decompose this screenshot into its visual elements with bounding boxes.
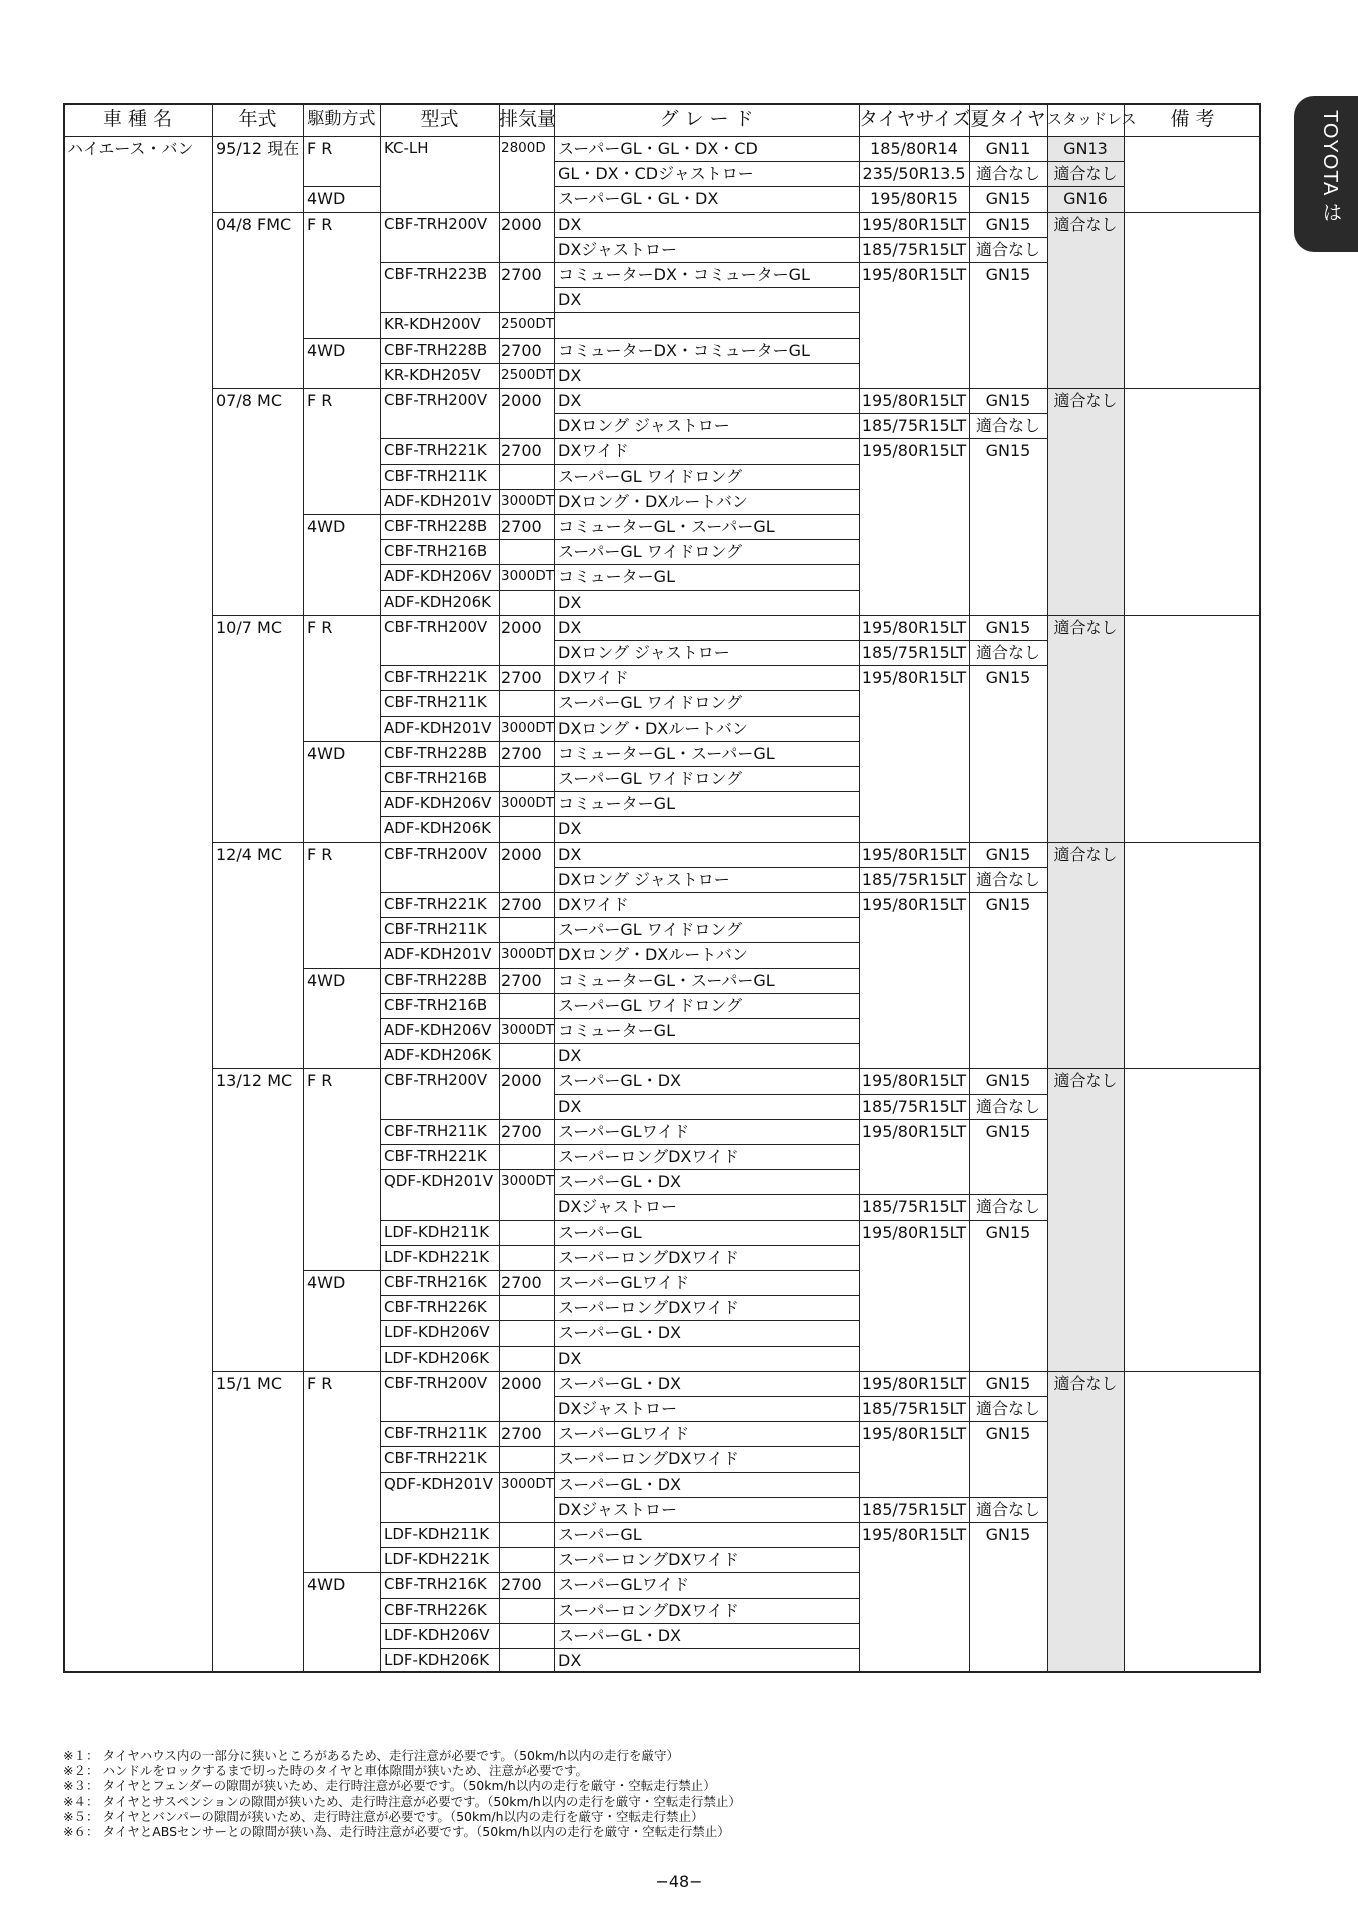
model-code: CBF-TRH216B [384, 995, 488, 1014]
grade: DX [558, 1096, 582, 1116]
model-year: 95/12 現在 [216, 139, 300, 158]
model-code: CBF-TRH221K [384, 1147, 487, 1165]
model-code: KC-LH [384, 139, 429, 157]
drive-type: 4WD [307, 1575, 346, 1595]
studless-tire: 適合なし [1053, 1373, 1118, 1393]
model-code: CBF-TRH226K [384, 1298, 487, 1317]
grade: DX [558, 214, 582, 234]
studless-tire: 適合なし [1053, 164, 1118, 184]
model-code: CBF-TRH216B [384, 769, 488, 787]
grade: DXジャストロー [558, 1197, 677, 1217]
tire-size: 185/75R15LT [861, 416, 967, 436]
model-code: CBF-TRH221K [384, 668, 487, 687]
grade: スーパーGL ワイドロング [558, 769, 742, 788]
grade: スーパーGLワイド [558, 1273, 690, 1292]
displacement: 2700 [501, 895, 542, 914]
tire-size: 195/80R15LT [861, 1525, 967, 1544]
grade: スーパーGL ワイドロング [558, 542, 742, 562]
model-code: LDF-KDH206V [384, 1323, 490, 1342]
tire-size: 195/80R15LT [861, 1424, 967, 1444]
tire-size: 185/75R15LT [861, 1197, 967, 1217]
summer-tire: GN15 [985, 617, 1031, 637]
displacement: 2700 [501, 1424, 542, 1444]
model-code: KR-KDH205V [384, 365, 481, 384]
model-code: CBF-TRH223B [384, 265, 488, 283]
model-code: LDF-KDH206K [384, 1348, 490, 1367]
tire-size: 195/80R15LT [861, 617, 967, 637]
grade: DXワイド [558, 895, 629, 914]
header-displacement: 排気量 [499, 108, 557, 130]
grade: スーパーGL・DX [558, 1071, 681, 1091]
grade: スーパーロングDXワイド [558, 1298, 739, 1318]
grade: コミューターGL [558, 794, 675, 814]
grade: スーパーGL・DX [558, 1323, 681, 1343]
summer-tire: 適合なし [975, 416, 1040, 436]
tire-size: 195/80R15LT [861, 895, 967, 914]
model-code: CBF-TRH221K [384, 895, 487, 913]
footnotes [63, 1748, 1263, 1839]
displacement: 2500DT [501, 366, 554, 383]
grade: DXロング・DXルートバン [558, 718, 748, 738]
model-code: CBF-TRH200V [384, 844, 488, 863]
model-code: KR-KDH200V [384, 315, 481, 334]
summer-tire: GN15 [985, 391, 1031, 410]
model-code: ADF-KDH206V [384, 1021, 492, 1039]
grade: DX [558, 819, 582, 839]
displacement: 2700 [501, 668, 542, 688]
summer-tire: 適合なし [975, 869, 1040, 889]
tire-size: 195/80R15LT [861, 1121, 967, 1141]
footnote-5: ※５： タイヤとバンパーの隙間が狭いため、走行時注意が必要です。（50km/h以内の走行を厳守・空転走行禁止） [63, 1808, 704, 1824]
studless-tire: GN13 [1063, 139, 1108, 158]
model-code: CBF-TRH200V [384, 617, 488, 636]
drive-type: F R [307, 214, 333, 234]
model-year: 04/8 FMC [216, 214, 292, 234]
table-frame [63, 103, 1261, 1673]
drive-type: 4WD [307, 743, 346, 763]
header-summer-tire: 夏タイヤ [970, 108, 1046, 130]
model-code: CBF-TRH221K [384, 1449, 487, 1468]
grade: コミューターGL [558, 1021, 675, 1040]
grade: DXロング・DXルートバン [558, 491, 748, 511]
grade: スーパーGL・DX [558, 1373, 681, 1393]
tire-size: 185/75R15LT [861, 869, 967, 889]
grade: DX [558, 617, 582, 637]
model-code: CBF-TRH211K [384, 1424, 487, 1443]
model-code: CBF-TRH211K [384, 920, 487, 939]
model-code: CBF-TRH211K [384, 466, 487, 485]
displacement: 2000 [501, 617, 542, 637]
model-code: CBF-TRH221K [384, 441, 487, 460]
model-year: 12/4 MC [216, 844, 282, 864]
summer-tire: GN15 [985, 214, 1031, 234]
model-code: LDF-KDH221K [384, 1550, 490, 1569]
drive-type: F R [307, 139, 333, 158]
header-studless: スタッドレス [1047, 110, 1137, 128]
model-code: CBF-TRH200V [384, 1373, 488, 1392]
model-code: CBF-TRH216K [384, 1273, 487, 1291]
displacement: 3000DT [501, 795, 554, 812]
summer-tire: 適合なし [975, 1499, 1040, 1519]
grade: DX [558, 290, 582, 310]
displacement: 2000 [501, 1071, 542, 1091]
displacement: 3000DT [501, 1022, 554, 1038]
displacement: 3000DT [501, 946, 554, 963]
model-code: LDF-KDH221K [384, 1247, 490, 1266]
tire-size: 185/75R15LT [861, 643, 967, 662]
grade: DX [558, 1348, 582, 1368]
grade: DX [558, 592, 582, 612]
grade: DXロング・DXルートバン [558, 945, 748, 965]
displacement: 3000DT [501, 1173, 554, 1190]
model-code: CBF-TRH211K [384, 1121, 487, 1140]
displacement: 2700 [501, 265, 542, 284]
drive-type: F R [307, 844, 333, 864]
summer-tire: 適合なし [975, 1197, 1040, 1217]
drive-type: 4WD [307, 517, 346, 536]
model-year: 15/1 MC [216, 1373, 282, 1393]
header-vehicle: 車 種 名 [102, 108, 173, 130]
drive-type: 4WD [307, 1273, 346, 1292]
model-code: LDF-KDH211K [384, 1525, 490, 1543]
grade: DXロング ジャストロー [558, 416, 730, 436]
model-code: CBF-TRH228B [384, 517, 488, 535]
summer-tire: GN15 [985, 265, 1031, 284]
footnote-3: ※３： タイヤとフェンダーの隙間が狭いため、走行時注意が必要です。（50km/h以内の走行を厳守・空転走行禁止） [63, 1778, 716, 1794]
tire-size: 195/80R15LT [861, 214, 967, 234]
model-code: QDF-KDH201V [384, 1172, 493, 1191]
tire-size: 185/75R15LT [861, 1399, 967, 1418]
grade: DX [558, 1046, 582, 1066]
grade: DXロング ジャストロー [558, 869, 730, 889]
studless-tire: 適合なし [1053, 844, 1118, 864]
tire-size: 195/80R15LT [861, 441, 967, 461]
footnote-2: ※２： ハンドルをロックするまで切った時のタイヤと車体隙間が狭いため、注意が必要です。 [63, 1763, 588, 1779]
displacement: 2700 [501, 1273, 542, 1292]
summer-tire: GN15 [985, 1222, 1031, 1242]
maker-index-tab [1294, 96, 1358, 252]
model-code: CBF-TRH200V [384, 1071, 488, 1090]
grade: DX [558, 1651, 582, 1670]
model-code: LDF-KDH206K [384, 1651, 490, 1669]
summer-tire: GN15 [985, 1071, 1031, 1091]
model-code: CBF-TRH216B [384, 542, 488, 561]
summer-tire: GN15 [985, 1424, 1031, 1444]
model-code: ADF-KDH206V [384, 567, 492, 586]
summer-tire: GN15 [985, 1525, 1031, 1544]
footnote-4: ※４： タイヤとサスペンションの隙間が狭いため、走行時注意が必要です。（50km/h以内の走行を厳守・空転走行禁止） [63, 1793, 741, 1809]
grade: DX [558, 844, 582, 864]
grade: DXロング ジャストロー [558, 643, 730, 662]
tire-size: 195/80R15LT [861, 265, 967, 284]
summer-tire: GN15 [985, 441, 1031, 461]
model-code: ADF-KDH201V [384, 491, 492, 510]
displacement: 3000DT [501, 568, 554, 585]
model-code: CBF-TRH216K [384, 1575, 487, 1594]
header-tire-size: タイヤサイズ [859, 108, 972, 130]
displacement: 2700 [501, 517, 542, 536]
summer-tire: GN15 [985, 668, 1031, 688]
studless-tire: 適合なし [1053, 214, 1118, 234]
grade: DXジャストロー [558, 239, 677, 259]
model-code: ADF-KDH206K [384, 1046, 491, 1065]
summer-tire: 適合なし [975, 1096, 1040, 1116]
tire-size: 195/80R15LT [861, 391, 967, 410]
model-code: ADF-KDH206V [384, 794, 492, 813]
grade: DXジャストロー [558, 1399, 677, 1418]
displacement: 2000 [501, 1373, 542, 1393]
grade: コミューターDX・コミューターGL [558, 265, 810, 284]
vehicle-name: ハイエース・バン [67, 139, 194, 158]
model-code: CBF-TRH200V [384, 391, 488, 409]
grade: コミューターGL・スーパーGL [558, 517, 775, 536]
drive-type: F R [307, 1071, 333, 1091]
displacement: 2000 [501, 844, 542, 864]
displacement: 2500DT [501, 316, 554, 333]
grade: DXワイド [558, 668, 629, 688]
summer-tire: 適合なし [975, 239, 1040, 259]
model-code: ADF-KDH206K [384, 592, 491, 611]
page-number: −48− [655, 1872, 703, 1891]
grade: スーパーGLワイド [558, 1575, 690, 1595]
displacement: 3000DT [501, 719, 554, 736]
grade: スーパーGL [558, 1222, 642, 1242]
header-grade: グ レ ー ド [659, 108, 754, 130]
grade: DXワイド [558, 441, 629, 461]
displacement: 2000 [501, 391, 542, 410]
tire-size: 195/80R15LT [861, 844, 967, 864]
displacement: 3000DT [501, 492, 554, 509]
drive-type: 4WD [307, 970, 346, 990]
summer-tire: 適合なし [975, 643, 1040, 662]
displacement: 2700 [501, 743, 542, 763]
grade: スーパーGL ワイドロング [558, 920, 742, 940]
grade: スーパーロングDXワイド [558, 1147, 739, 1166]
summer-tire: GN15 [985, 895, 1031, 914]
grade: スーパーGL・GL・DX・CD [558, 139, 758, 158]
grade: スーパーGLワイド [558, 1121, 690, 1141]
footnote-1: ※１： タイヤハウス内の一部分に狭いところがあるため、走行注意が必要です。（50km/h以内の走行を厳守） [63, 1748, 680, 1763]
displacement: 2700 [501, 340, 542, 360]
grade: コミューターDX・コミューターGL [558, 340, 810, 360]
grade: コミューターGL [558, 567, 675, 587]
displacement: 2700 [501, 1575, 542, 1595]
grade: スーパーロングDXワイド [558, 1600, 739, 1620]
drive-type: 4WD [307, 340, 346, 360]
studless-tire: GN16 [1063, 189, 1108, 209]
drive-type: F R [307, 391, 333, 410]
summer-tire: GN15 [985, 1121, 1031, 1141]
displacement: 2700 [501, 970, 542, 990]
grade: DXジャストロー [558, 1499, 677, 1519]
displacement: 2700 [501, 1121, 542, 1141]
grade: DX [558, 391, 582, 410]
header-drive: 駆動方式 [307, 109, 376, 129]
grade: スーパーGL ワイドロング [558, 466, 742, 486]
displacement: 2800D [501, 140, 546, 156]
grade: DX [558, 365, 582, 385]
grade: コミューターGL・スーパーGL [558, 743, 775, 763]
tire-size: 195/80R15LT [861, 1071, 967, 1091]
model-code: QDF-KDH201V [384, 1474, 493, 1493]
model-code: CBF-TRH228B [384, 340, 488, 359]
model-year: 10/7 MC [216, 617, 282, 637]
drive-type: F R [307, 617, 333, 637]
footnote-6: ※６： タイヤとABSセンサーとの隙間が狭い為、走行時注意が必要です。（50km/h以内の走行を厳守・空転走行禁止） [63, 1824, 730, 1840]
tire-size: 235/50R13.5 [862, 164, 966, 184]
model-year: 13/12 MC [216, 1071, 293, 1091]
displacement: 2000 [501, 214, 542, 234]
grade: スーパーGL・DX [558, 1172, 681, 1192]
tire-size: 185/75R15LT [861, 1096, 967, 1116]
header-model-code: 型式 [420, 108, 459, 130]
model-code: CBF-TRH211K [384, 693, 487, 712]
grade: スーパーロングDXワイド [558, 1247, 739, 1267]
header-remarks: 備 考 [1170, 108, 1215, 130]
tire-size: 195/80R15 [870, 189, 958, 209]
grade: スーパーGL・DX [558, 1474, 681, 1494]
summer-tire: GN15 [985, 844, 1031, 864]
maker-index-label: TOYOTA は [1319, 110, 1341, 223]
drive-type: 4WD [307, 189, 346, 209]
summer-tire: 適合なし [975, 164, 1040, 184]
summer-tire: GN11 [985, 139, 1031, 158]
studless-tire: 適合なし [1053, 391, 1118, 410]
grade: スーパーGL・DX [558, 1625, 681, 1645]
grade: スーパーGL [558, 1525, 642, 1544]
displacement: 3000DT [501, 1475, 554, 1492]
studless-tire: 適合なし [1053, 617, 1118, 637]
tire-size: 195/80R15LT [861, 668, 967, 688]
model-code: ADF-KDH201V [384, 718, 492, 737]
model-code: CBF-TRH226K [384, 1600, 487, 1619]
studless-tire: 適合なし [1053, 1071, 1118, 1091]
model-code: CBF-TRH228B [384, 970, 488, 989]
model-code: LDF-KDH211K [384, 1222, 490, 1241]
fitment-table [63, 103, 1261, 1675]
displacement: 2700 [501, 441, 542, 461]
model-code: CBF-TRH228B [384, 743, 488, 762]
grade: スーパーGL・GL・DX [558, 189, 719, 209]
grade: スーパーロングDXワイド [558, 1449, 739, 1469]
tire-size: 195/80R15LT [861, 1373, 967, 1393]
grade: GL・DX・CDジャストロー [558, 164, 754, 184]
grade: スーパーGL ワイドロング [558, 995, 742, 1015]
model-code: LDF-KDH206V [384, 1625, 490, 1644]
summer-tire: GN15 [985, 1373, 1031, 1393]
model-year: 07/8 MC [216, 391, 282, 410]
header-year: 年式 [238, 108, 277, 130]
model-code: CBF-TRH200V [384, 214, 488, 233]
tire-size: 185/75R15LT [861, 239, 967, 259]
grade: コミューターGL・スーパーGL [558, 970, 775, 990]
grade: スーパーロングDXワイド [558, 1550, 739, 1570]
model-code: ADF-KDH201V [384, 945, 492, 964]
drive-type: F R [307, 1373, 333, 1393]
grade: スーパーGL ワイドロング [558, 693, 742, 713]
grade: スーパーGLワイド [558, 1424, 690, 1444]
summer-tire: 適合なし [975, 1399, 1040, 1418]
tire-size: 195/80R15LT [861, 1222, 967, 1242]
summer-tire: GN15 [985, 189, 1031, 209]
tire-size: 185/80R14 [870, 139, 958, 158]
model-code: ADF-KDH206K [384, 819, 491, 838]
tire-size: 185/75R15LT [861, 1499, 967, 1519]
